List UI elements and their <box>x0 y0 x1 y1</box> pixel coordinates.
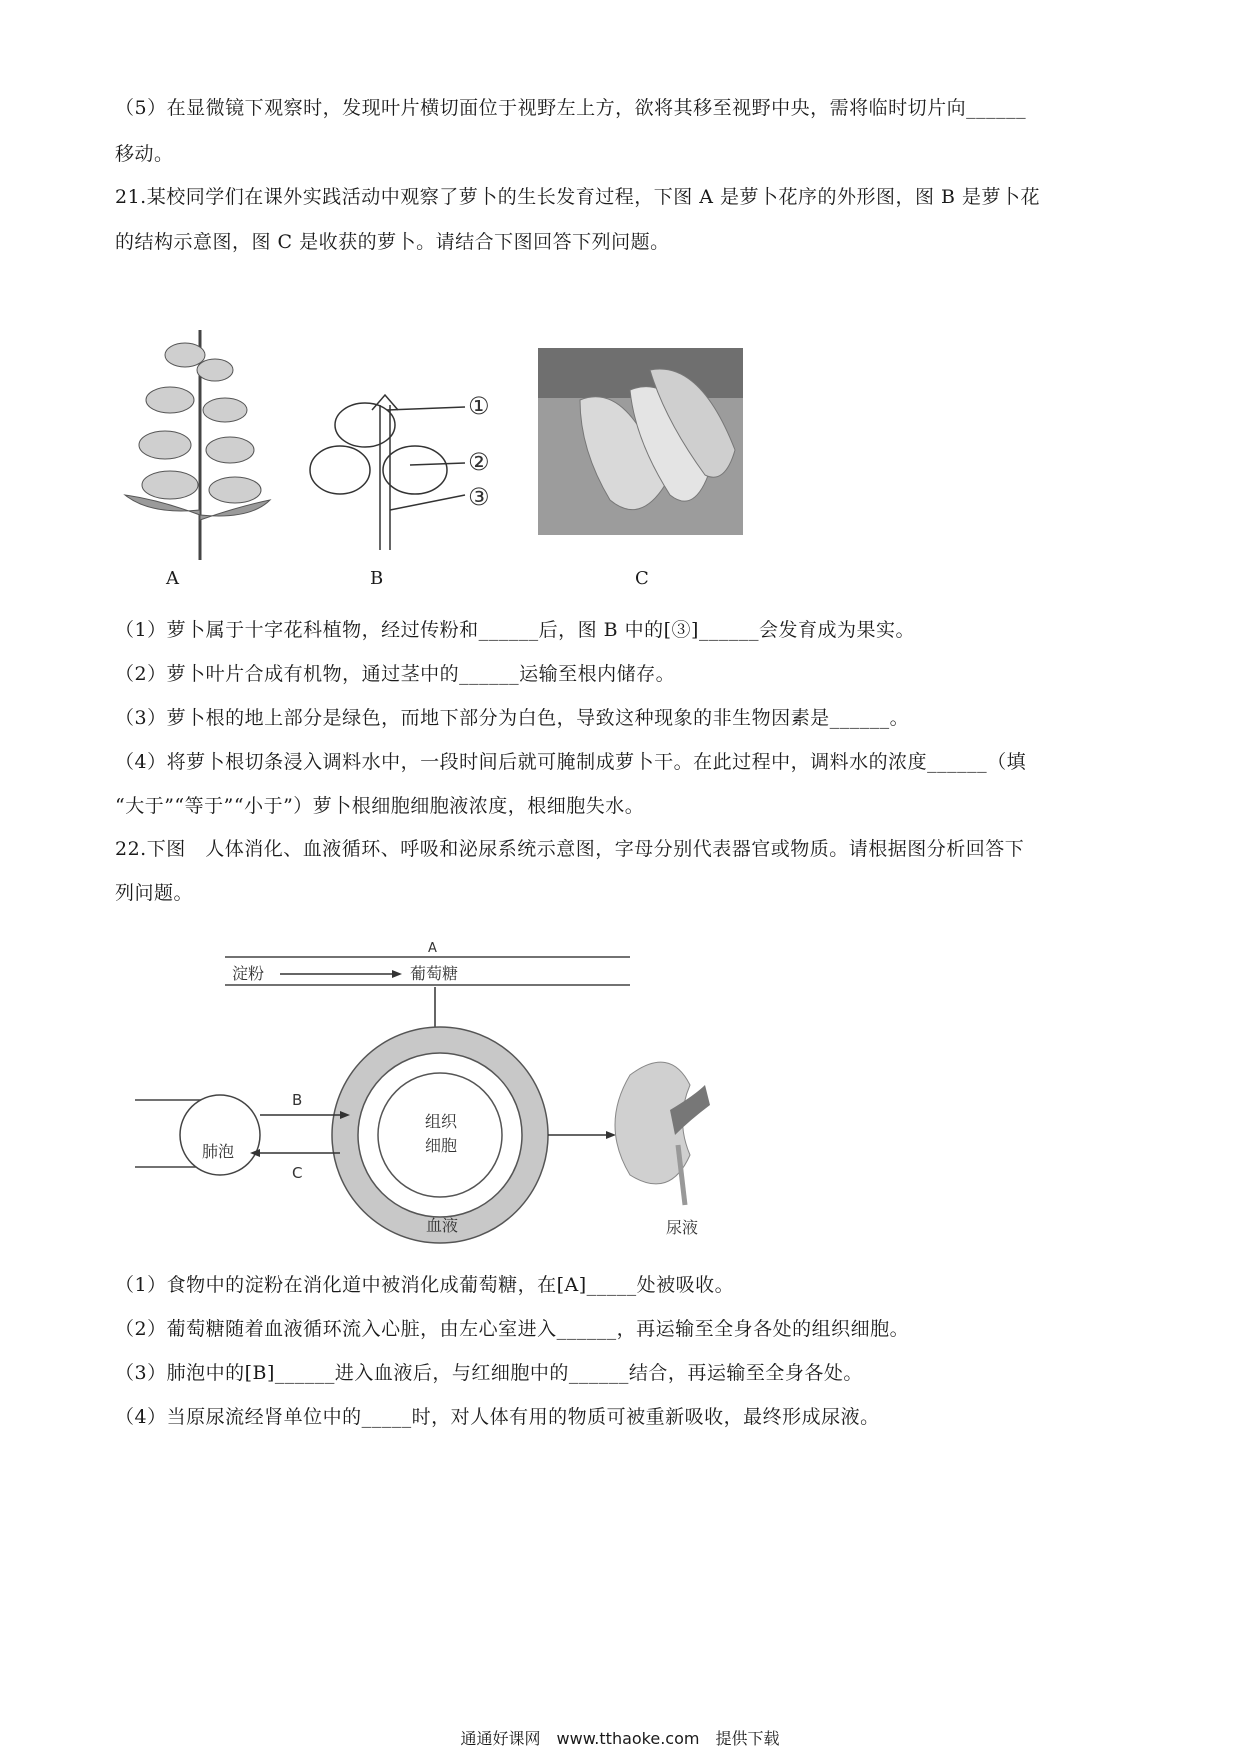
q21-4-line1: （4）将萝卜根切条浸入调料水中，一段时间后就可腌制成萝卜干。在此过程中，调料水的浓度______（填 <box>115 751 1027 773</box>
tissue-label-1: 组织 <box>425 1112 458 1131</box>
glucose-label: 葡萄糖 <box>410 964 459 983</box>
q22-1: （1）食物中的淀粉在消化道中被消化成葡萄糖，在[A]_____处被吸收。 <box>115 1274 735 1296</box>
urine-label: 尿液 <box>666 1218 699 1237</box>
callout-2: ② <box>468 448 490 476</box>
q22-stem-line2: 列问题。 <box>115 882 194 904</box>
q21-stem-line1: 21.某校同学们在课外实践活动中观察了萝卜的生长发育过程，下图 A 是萝卜花序的外形图，图 B 是萝卜花 <box>115 186 1041 208</box>
q21-stem-line2: 的结构示意图，图 C 是收获的萝卜。请结合下图回答下列问题。 <box>115 231 670 253</box>
q20-5-line2: 移动。 <box>115 143 174 165</box>
figure-a-label: A <box>166 568 179 589</box>
figure-c-label: C <box>635 568 649 589</box>
page-footer: 通通好课网 www.tthaoke.com 提供下载 <box>460 1729 780 1748</box>
callout-3: ③ <box>468 483 490 511</box>
tissue-label-2: 细胞 <box>425 1136 458 1155</box>
figure-22 <box>130 935 750 1245</box>
callout-1: ① <box>468 392 490 420</box>
starch-label: 淀粉 <box>232 964 265 983</box>
q22-stem-line1: 22.下图 人体消化、血液循环、呼吸和泌尿系统示意图，字母分别代表器官或物质。请根据图分析回答下 <box>115 838 1025 860</box>
kidney-drawing <box>615 1062 710 1205</box>
figure-b-label: B <box>370 568 384 589</box>
q20-5-line1: （5）在显微镜下观察时，发现叶片横切面位于视野左上方，欲将其移至视野中央，需将临时切片向______ <box>115 97 1027 119</box>
radish-inflorescence-drawing <box>125 330 270 560</box>
q21-4-line2: “大于”“等于”“小于”）萝卜根细胞细胞液浓度，根细胞失水。 <box>115 795 645 817</box>
flower-structure-diagram <box>310 395 465 550</box>
q21-1: （1）萝卜属于十字花科植物，经过传粉和______后，图 B 中的[③]______会发育成为果实。 <box>115 619 915 641</box>
q22-4: （4）当原尿流经肾单位中的_____时，对人体有用的物质可被重新吸收，最终形成尿液。 <box>115 1406 880 1428</box>
figure-21 <box>110 310 850 570</box>
label-c: C <box>292 1164 303 1182</box>
q21-3: （3）萝卜根的地上部分是绿色，而地下部分为白色，导致这种现象的非生物因素是______。 <box>115 707 910 729</box>
q22-3: （3）肺泡中的[B]______进入血液后，与红细胞中的______结合，再运输至全身各处。 <box>115 1362 863 1384</box>
label-a: A <box>428 941 437 956</box>
label-b: B <box>292 1091 303 1109</box>
blood-label: 血液 <box>426 1216 459 1235</box>
harvested-radish-photo <box>538 348 743 535</box>
q22-2: （2）葡萄糖随着血液循环流入心脏，由左心室进入______，再运输至全身各处的组织细胞。 <box>115 1318 910 1340</box>
q21-2: （2）萝卜叶片合成有机物，通过茎中的______运输至根内储存。 <box>115 663 676 685</box>
alveolus-label: 肺泡 <box>202 1142 235 1161</box>
